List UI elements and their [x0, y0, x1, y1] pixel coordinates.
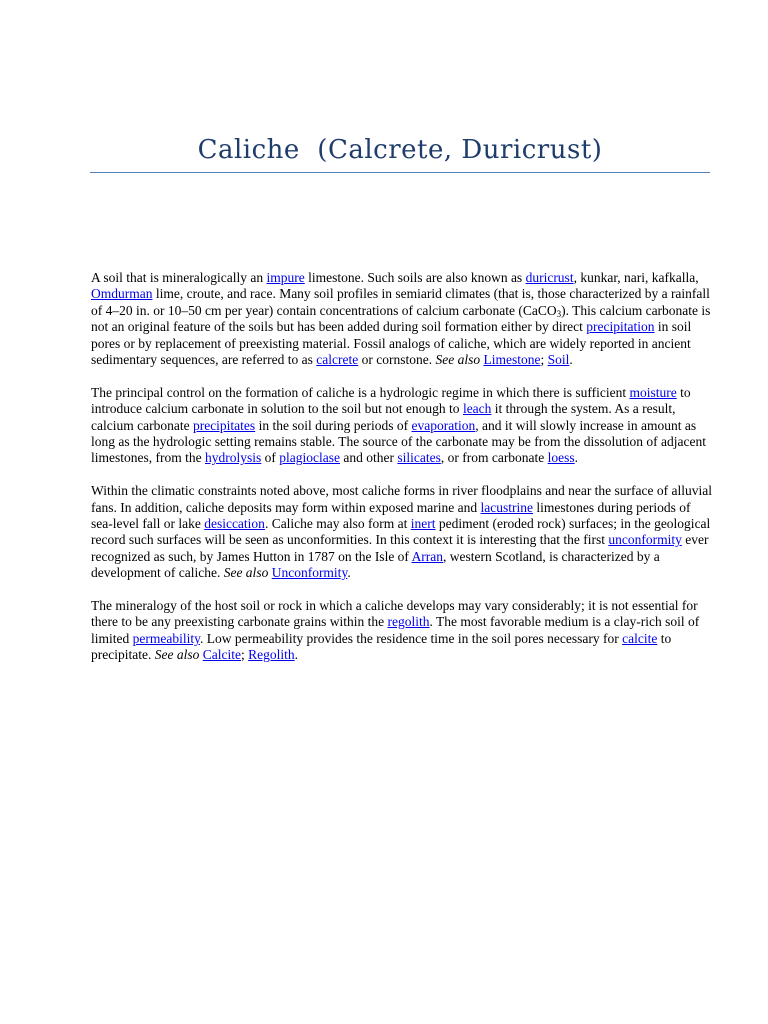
link-omdurman[interactable]: Omdurman — [91, 286, 153, 302]
link-regolith[interactable]: regolith — [387, 614, 430, 630]
text-run: , kunkar, nari, kafkalla, — [573, 270, 699, 285]
text-run: ever recognized as such, by James Hutton in 1787 on the Isle of — [91, 532, 709, 564]
paragraph-mineralogy — [91, 598, 713, 664]
text-run: The mineralogy of the host soil or rock in which a caliche develops may vary considerably; it is not essential for there to be any preexisting carbonate grains within the — [91, 598, 698, 630]
link-silicates[interactable]: silicates — [397, 450, 441, 466]
link-precipitation[interactable]: precipitation — [586, 319, 655, 335]
text-run: , and it will slowly increase in amount as long as the hydrologic setting remains stable. The source of the carbonate may be from the dissolution of adjacent limestones, from the — [91, 417, 706, 466]
text-run: . — [574, 450, 579, 466]
text-run: , or from carbonate — [440, 450, 548, 466]
text-run: ). This calcium carbonate is not an original feature of the soils but has been added during soil formation either by direct — [91, 302, 711, 335]
subscript: 3 — [556, 308, 562, 319]
text-run: . — [347, 565, 351, 581]
text-run: Within the climatic constraints noted above, most caliche forms in river floodplains and near the surface of alluvial fans. In addition, caliche deposits may form within exposed marine and — [91, 483, 713, 515]
text-run: to introduce calcium carbonate in solution to the soil but not enough to — [91, 384, 691, 417]
link-calcrete[interactable]: calcrete — [316, 352, 359, 368]
text-run: . The most favorable medium is a clay-rich soil of limited — [91, 614, 700, 646]
link-hydrolysis[interactable]: hydrolysis — [204, 450, 262, 466]
text-run: pediment (eroded rock) surfaces; in the geological record such surfaces will be seen as unconformities. In this context it is interesting that the first — [91, 516, 711, 548]
link-duricrust[interactable]: duricrust — [525, 270, 574, 285]
article-body — [91, 270, 713, 680]
title-underline-rule — [90, 172, 710, 173]
link-permeability[interactable]: permeability — [132, 630, 200, 646]
link-lacustrine[interactable]: lacustrine — [480, 499, 534, 515]
text-run: A soil that is mineralogically an — [91, 270, 267, 285]
text-run: in soil pores or by replacement of preexisting material. Fossil analogs of caliche, which are widely reported in ancient sedimentary sequences, are referred to as — [91, 319, 692, 368]
link-plagioclase[interactable]: plagioclase — [279, 450, 340, 466]
link-soil[interactable]: Soil — [547, 352, 570, 368]
link-calcite-see-also[interactable]: Calcite — [202, 647, 241, 663]
text-run: . — [294, 647, 298, 663]
link-loess[interactable]: loess — [547, 450, 575, 466]
text-run: limestones during periods of sea-level fall or lake — [91, 499, 691, 532]
see-also-label: See also — [435, 352, 481, 368]
link-regolith-see-also[interactable]: Regolith — [248, 647, 295, 663]
link-inert[interactable]: inert — [410, 516, 436, 532]
text-run: . — [569, 352, 573, 368]
link-desiccation[interactable]: desiccation — [204, 516, 265, 532]
text-run: lime, croute, and race. Many soil profiles in semiarid climates (that is, those characterized by a rainfall of 4–20 in. or 10–50 cm per year) contain concentrations of calcium carbonate (CaCO — [91, 286, 710, 318]
link-precipitates[interactable]: precipitates — [192, 417, 256, 433]
link-leach[interactable]: leach — [462, 401, 492, 417]
paragraph-occurrence — [91, 483, 713, 581]
link-unconformity[interactable]: unconformity — [608, 532, 682, 548]
link-arran[interactable]: Arran — [411, 548, 444, 564]
text-run: The principal control on the formation of caliche is a hydrologic regime in which there is sufficient — [91, 384, 630, 400]
link-evaporation[interactable]: evaporation — [411, 417, 476, 433]
text-run: ; — [540, 352, 548, 368]
text-run: it through the system. As a result, calcium carbonate — [91, 401, 676, 433]
text-run: to precipitate. — [91, 630, 672, 663]
see-also-label: See also — [223, 565, 269, 581]
paragraph-formation — [91, 385, 713, 467]
text-run: . Caliche may also form at — [264, 516, 411, 532]
text-run: or cornstone. — [358, 352, 436, 368]
link-moisture[interactable]: moisture — [629, 384, 677, 400]
link-unconformity-see-also[interactable]: Unconformity — [271, 565, 348, 581]
text-run: of — [261, 450, 280, 466]
paragraph-definition — [91, 270, 713, 368]
text-run: , western Scotland, is characterized by a development of caliche. — [91, 548, 660, 581]
text-run: in the soil during periods of — [255, 417, 412, 433]
text-run: limestone. Such soils are also known as — [304, 270, 526, 285]
page-title: Caliche (Calcrete, Duricrust) — [197, 135, 603, 165]
see-also-label: See also — [154, 647, 200, 663]
text-run: . Low permeability provides the residence time in the soil pores necessary for — [199, 630, 623, 646]
text-run: ; — [240, 647, 249, 663]
text-run: and other — [339, 450, 398, 466]
link-limestone[interactable]: Limestone — [483, 352, 541, 368]
link-impure[interactable]: impure — [266, 270, 305, 285]
link-calcite[interactable]: calcite — [622, 630, 658, 646]
